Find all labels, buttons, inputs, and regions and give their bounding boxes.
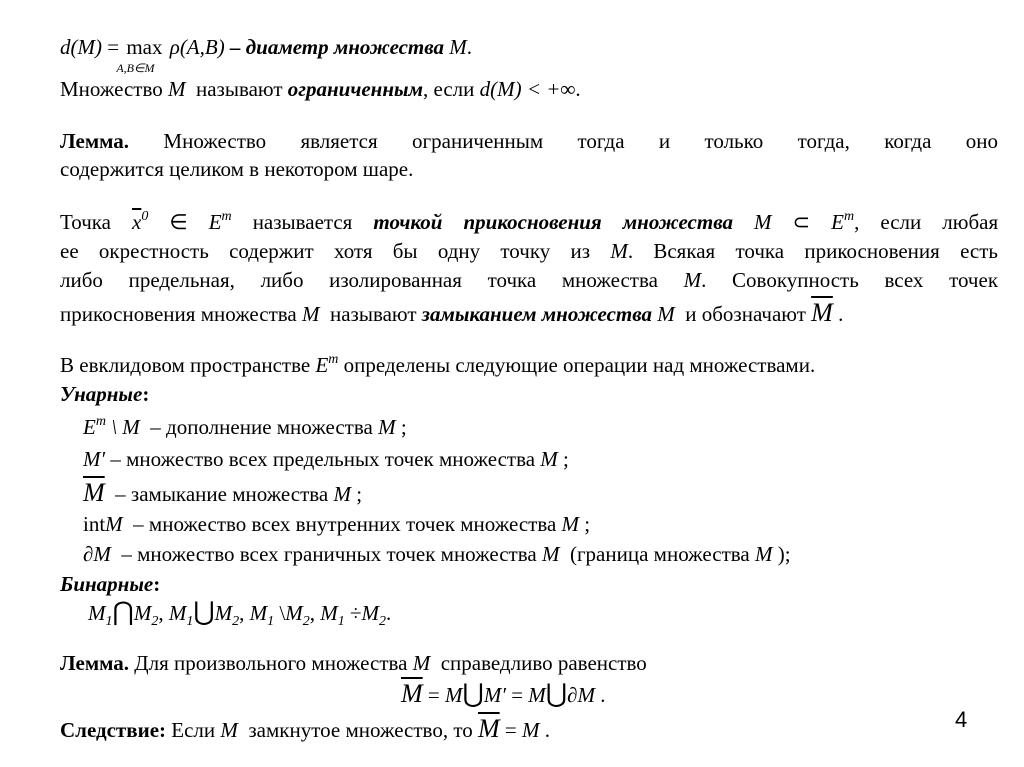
operations-intro: В евклидовом пространстве $E^m$ определены следующие операции над множествами. [60, 352, 816, 377]
unary-boundary: ∂M – множество всех граничных точек множества M (граница множества M ); [83, 542, 791, 566]
unary-closure: $\overline{M}$ – замыкание множества M ; [83, 478, 363, 507]
max-operator: max A,B∈M [126, 34, 162, 60]
diameter-term: – диаметр множества [229, 35, 445, 59]
unary-complement: $E^m$ \ M – дополнение множества M ; [83, 414, 407, 439]
bounded-definition: Множество M называют ограниченным, если d(M) < +∞. [60, 77, 581, 101]
lemma-1-line-2: содержится целиком в некотором шаре. [60, 157, 414, 181]
equals-sign: = [107, 35, 120, 59]
closure-def-line-3: либо предельная, либо изолированная точка множества M. Совокупность всех точек [60, 268, 999, 292]
unary-derived-set: M′ – множество всех предельных точек множества M ; [83, 447, 569, 471]
closure-symbol: $\overline{M}$ [811, 298, 833, 327]
diameter-definition: d(M) = max A,B∈M ρ(A,B) – диаметр множества M. [60, 34, 472, 60]
binary-heading: Бинарные: [60, 572, 161, 596]
bounded-term: ограниченным [287, 77, 423, 101]
unary-interior: intM – множество всех внутренних точек множества M ; [83, 512, 591, 536]
page-number: 4 [955, 707, 968, 732]
lemma-1-line-1: Лемма. Множество является ограниченным тогда и только тогда, когда оно [60, 129, 998, 153]
binary-operations: $M_1⋂M_2$, $M_1⋃M_2$, $M_1$ $\backslash M_2$, $M_1 \div M_2$. [88, 597, 392, 629]
lemma-2: Лемма. Для произвольного множества M справедливо равенство [60, 651, 647, 675]
lemma-2-formula: $\overline{M}$ = M⋃M′ = M⋃∂M . [401, 679, 606, 708]
diameter-lhs: d(M) [60, 35, 102, 59]
closure-def-line-2: ее окрестность содержит хотя бы одну точку из M. Всякая точка прикосновения есть [60, 239, 999, 263]
closure-def-line-1: Точка $\overline{x}^0$ ∈ $E^m$ называется точкой прикосновения множества M ⊂ $E^m$, если любая [60, 209, 999, 234]
corollary: Следствие: Если M замкнутое множество, то $\overline{M} = M$ . [60, 714, 550, 743]
bounded-formula: d(M) < +∞ [479, 77, 576, 101]
unary-heading: Унарные: [60, 382, 150, 406]
rho-function: ρ(A,B) [169, 35, 225, 59]
lemma-label: Лемма. [60, 129, 130, 153]
closure-term: замыканием множества [421, 302, 652, 326]
closure-def-line-4: прикосновения множества M называют замыканием множества M и обозначают $\overline{M}$ . [60, 298, 844, 327]
max-subscript: A,B∈M [116, 61, 155, 75]
adherent-point-term: точкой прикосновения множества [373, 210, 733, 234]
